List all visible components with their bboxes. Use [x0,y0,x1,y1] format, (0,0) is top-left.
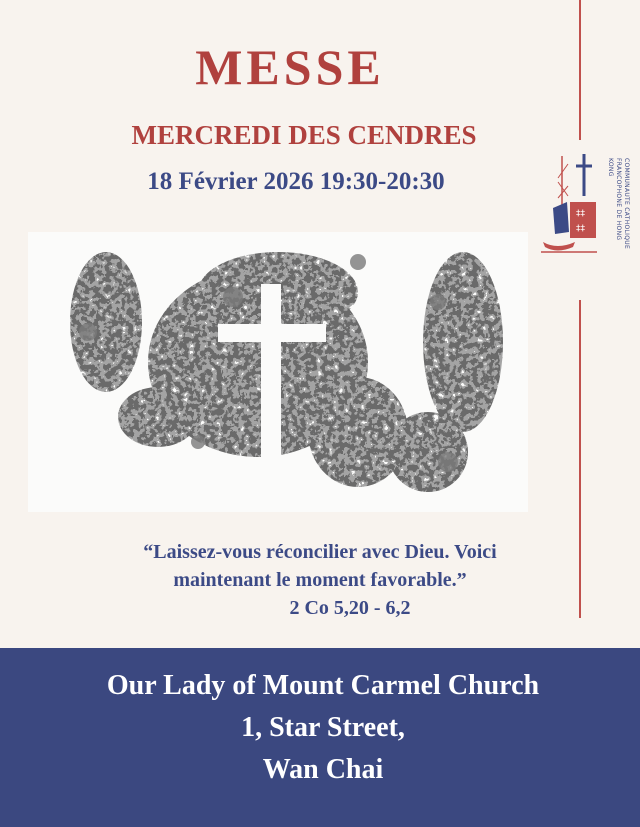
ash-cross-image [28,232,528,512]
church-district: Wan Chai [262,754,384,785]
ash-cross-icon [28,232,528,512]
quote-line-1: “Laissez-vous réconcilier avec Dieu. Voici [143,541,497,563]
church-address: 1, Star Street, [241,712,405,743]
divider-line-top [579,0,581,140]
scripture-quote [0,538,640,622]
location-footer [0,648,640,827]
community-name-line2: FRANCOPHONE DE HONG KONG [607,158,622,241]
page-title: MESSE [195,39,385,95]
community-name-line1: COMMUNAUTE CATHOLIQUE [623,158,630,250]
event-datetime: 18 Février 2026 19:30-20:30 [147,168,445,195]
quote-reference: 2 Co 5,20 - 6,2 [289,597,411,619]
svg-text:‡‡: ‡‡ [576,224,585,234]
community-name [600,158,630,258]
svg-text:‡‡: ‡‡ [576,209,585,219]
quote-line-2: maintenant le moment favorable.” [173,569,467,591]
church-name: Our Lady of Mount Carmel Church [106,670,540,701]
event-subtitle: MERCREDI DES CENDRES [131,120,477,150]
